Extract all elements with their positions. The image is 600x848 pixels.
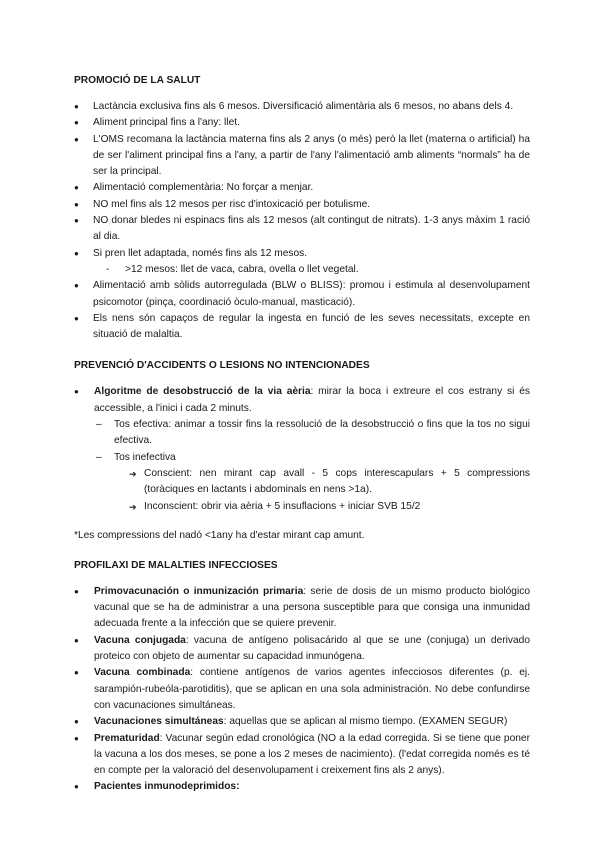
footnote: *Les compressions del nadó <1any ha d'estar mirant cap amunt. (74, 529, 365, 541)
term-label: Pacientes inmunodeprimidos: (94, 781, 240, 793)
term-text: : serie de dosis de un mismo producto biológico vacunal que se ha de administrar a una persona susceptible para que consiga una inmunidad adecuada frente a la infección que se quiere prevenir. (94, 585, 530, 630)
term-text: : vacuna de antígeno polisacárido al que se une (conjuga) un derivado proteico con objeto de aumentar su capacidad inmunógena. (94, 634, 531, 663)
list-item: ● Si pren llet adaptada, només fins als 12 mesos. (74, 246, 530, 262)
term-text: : Vacunar según edad cronológica (NO a la edad corregida. Si se tiene que poner la vacuna a los dos meses, se pone a los 2 meses de nacimiento). (l'edat corregida només es té en compte per la valoració del desenvolupament i creixement fins als 2 anys). (94, 732, 530, 777)
sub-list-item: - >12 mesos: llet de vaca, cabra, ovella o llet vegetal. (74, 262, 530, 278)
document-page (74, 60, 530, 796)
list-item (74, 665, 530, 714)
section-title-prevencio: PREVENCIÓ D'ACCIDENTS O LESIONS NO INTENCIONADES (74, 360, 370, 372)
term-label: Vacuna conjugada (94, 634, 186, 646)
list-item: ● Els nens són capaços de regular la ingesta en funció de les seves necessitats, excepte en situació de malaltia. (74, 311, 530, 344)
arrow-list-item: ➔ Conscient: nen mirant cap avall - 5 cops interescapulars + 5 compressions (toràciques en lactants i abdominals en nens >1a). (74, 466, 530, 499)
term-text: : mirar la boca i extreure el cos estrany si és accessible, a l'inici i cada 2 minuts. (94, 386, 530, 414)
section-title-profilaxi: PROFILAXI DE MALALTIES INFECCIOSES (74, 559, 278, 571)
section-title-promocio: PROMOCIÓ DE LA SALUT (74, 75, 201, 86)
promocio-list (74, 99, 530, 343)
term-text: : aquellas que se aplican al mismo tiempo. (EXAMEN SEGUR) (223, 716, 508, 728)
term-label: Algoritme de desobstrucció de la via aèria (94, 386, 311, 398)
list-item (74, 714, 530, 730)
list-item: ● Aliment principal fins a l'any: llet. (74, 115, 530, 131)
sub-list-item: – Tos inefectiva (74, 450, 530, 466)
list-item (74, 384, 530, 417)
term-text: : contiene antígenos de varios agentes infecciosos diferentes (p. ej. sarampión-rubeóla-parotiditis), que se aplican en una sola administración. No debe confundirse con vacunaciones simultáneas. (94, 667, 530, 711)
list-item: ● Alimentació complementària: No forçar a menjar. (74, 180, 530, 196)
term-label: Primovacunación o inmunización primaria (94, 585, 304, 597)
term-label: Prematuridad (94, 732, 160, 744)
list-item: ● NO mel fins als 12 mesos per risc d'intoxicació per botulisme. (74, 197, 530, 213)
list-item: ● Alimentació amb sòlids autorregulada (BLW o BLISS): promou i estimula al desenvolupament psicomotor (pinça, coordinació òculo-manual, masticació). (74, 278, 530, 311)
prevencio-list (74, 384, 530, 514)
list-item: ● NO donar bledes ni espinacs fins als 12 mesos (alt contingut de nitrats). 1-3 anys màxim 1 ració al dia. (74, 213, 530, 246)
list-item (74, 779, 530, 795)
list-item: ● L'OMS recomana la lactància materna fins als 2 anys (o més) però la llet (materna o artificial) ha de ser l'aliment principal fins a l'any, a partir de l'any l'alimentació amb aliments “normals” ha de ser la principal. (74, 132, 530, 181)
list-item (74, 731, 530, 780)
list-item: ● Lactància exclusiva fins als 6 mesos. Diversificació alimentària als 6 mesos, no abans dels 4. (74, 99, 530, 115)
list-item (74, 584, 530, 633)
arrow-list-item: ➔ Inconscient: obrir via aèria + 5 insuflacions + iniciar SVB 15/2 (74, 499, 530, 515)
list-item (74, 633, 530, 666)
term-label: Vacunaciones simultáneas (94, 716, 224, 728)
profilaxi-list (74, 584, 530, 796)
sub-list-item: – Tos efectiva: animar a tossir fins la ressolució de la desobstrucció o fins que la tos no sigui efectiva. (74, 417, 530, 450)
term-label: Vacuna combinada (94, 667, 191, 679)
